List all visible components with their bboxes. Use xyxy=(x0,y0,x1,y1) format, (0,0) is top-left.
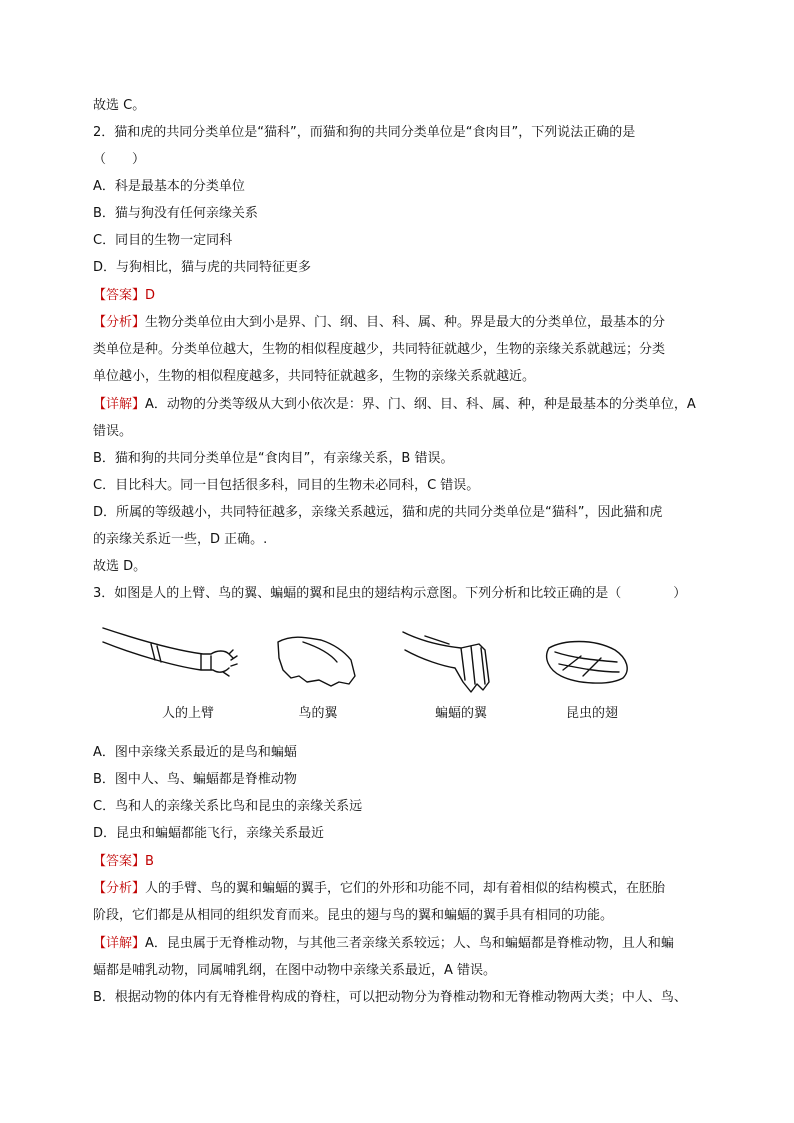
caption-insect-wing: 昆虫的翅 xyxy=(565,706,618,721)
analysis-tag: 【分析】 xyxy=(93,881,146,896)
option-a: A．图中亲缘关系最近的是鸟和蝙蝠 xyxy=(93,745,297,760)
answer-line: 【答案】D xyxy=(93,288,156,303)
question-2-stem: 2．猫和虎的共同分类单位是“猫科”，而猫和狗的共同分类单位是“食肉目”，下列说法正确的是 xyxy=(93,125,636,140)
option-d: D．昆虫和蝙蝠都能飞行，亲缘关系最近 xyxy=(93,826,325,841)
detail-line: 蝠都是哺乳动物，同属哺乳纲，在图中动物中亲缘关系最近，A 错误。 xyxy=(93,963,497,978)
detail-line: 的亲缘关系近一些，D 正确。. xyxy=(93,532,268,547)
detail-line: 【详解】A．昆虫属于无脊椎动物，与其他三者亲缘关系较远；人、鸟和蝙蝠都是脊椎动物，且人和蝙 xyxy=(93,936,674,951)
option-c: C．鸟和人的亲缘关系比鸟和昆虫的亲缘关系远 xyxy=(93,799,363,814)
analysis-line: 单位越小，生物的相似程度越多，共同特征就越多，生物的亲缘关系就越近。 xyxy=(93,369,536,384)
insect-wing-drawing xyxy=(547,642,628,684)
caption-bird-wing: 鸟的翼 xyxy=(298,706,338,721)
detail-line: C．目比科大。同一目包括很多科，同目的生物未必同科，C 错误。 xyxy=(93,478,480,493)
detail-line: 【详解】A．动物的分类等级从大到小依次是：界、门、纲、目、科、属、种，种是最基本的分类单位，A xyxy=(93,397,696,412)
analysis-line: 【分析】生物分类单位由大到小是界、门、纲、目、科、属、种。界是最大的分类单位，最基本的分 xyxy=(93,315,666,330)
answer-tag: 【答案】 xyxy=(93,288,146,303)
detail-line: 错误。 xyxy=(93,424,133,439)
answer-line: 【答案】B xyxy=(93,854,154,869)
detail-line: B．猫和狗的共同分类单位是“食肉目”，有亲缘关系，B 错误。 xyxy=(93,451,454,466)
bird-wing-drawing xyxy=(278,637,355,686)
text-line: 故选 C。 xyxy=(93,98,146,113)
option-b: B．图中人、鸟、蝙蝠都是脊椎动物 xyxy=(93,772,297,787)
option-a: A．科是最基本的分类单位 xyxy=(93,179,245,194)
question-3-stem: 3．如图是人的上臂、鸟的翼、蝙蝠的翼和昆虫的翅结构示意图。下列分析和比较正确的是（ ） xyxy=(93,586,687,601)
option-b: B．猫与狗没有任何亲缘关系 xyxy=(93,206,258,221)
analysis-line: 阶段，它们都是从相同的组织发育而来。昆虫的翅与鸟的翼和蝙蝠的翼手具有相同的功能。 xyxy=(93,908,614,923)
option-c: C．同目的生物一定同科 xyxy=(93,233,233,248)
answer-parentheses: （ ） xyxy=(93,152,146,167)
answer-tag: 【答案】 xyxy=(93,854,146,869)
detail-tag: 【详解】 xyxy=(93,397,146,412)
analysis-line: 类单位是种。分类单位越大，生物的相似程度越少，共同特征就越少，生物的亲缘关系就越远；分类 xyxy=(93,342,666,357)
analysis-line: 【分析】人的手臂、鸟的翼和蝙蝠的翼手，它们的外形和功能不同，却有着相似的结构模式，在胚胎 xyxy=(93,881,666,896)
limb-structure-figure xyxy=(93,620,713,730)
analysis-tag: 【分析】 xyxy=(93,315,146,330)
limb-drawings xyxy=(93,620,713,700)
detail-line: B．根据动物的体内有无脊椎骨构成的脊柱，可以把动物分为脊椎动物和无脊椎动物两大类；中人、鸟、 xyxy=(93,990,687,1005)
human-arm-drawing xyxy=(103,628,237,676)
text-line: 故选 D。 xyxy=(93,559,147,574)
detail-line: D．所属的等级越小，共同特征越多，亲缘关系越远，猫和虎的共同分类单位是“猫科”，因此猫和虎 xyxy=(93,505,663,520)
caption-bat-wing: 蝙蝠的翼 xyxy=(434,706,487,721)
detail-tag: 【详解】 xyxy=(93,936,146,951)
caption-human-arm: 人的上臂 xyxy=(161,706,214,721)
bat-wing-drawing xyxy=(403,632,489,692)
option-d: D．与狗相比，猫与虎的共同特征更多 xyxy=(93,260,312,275)
